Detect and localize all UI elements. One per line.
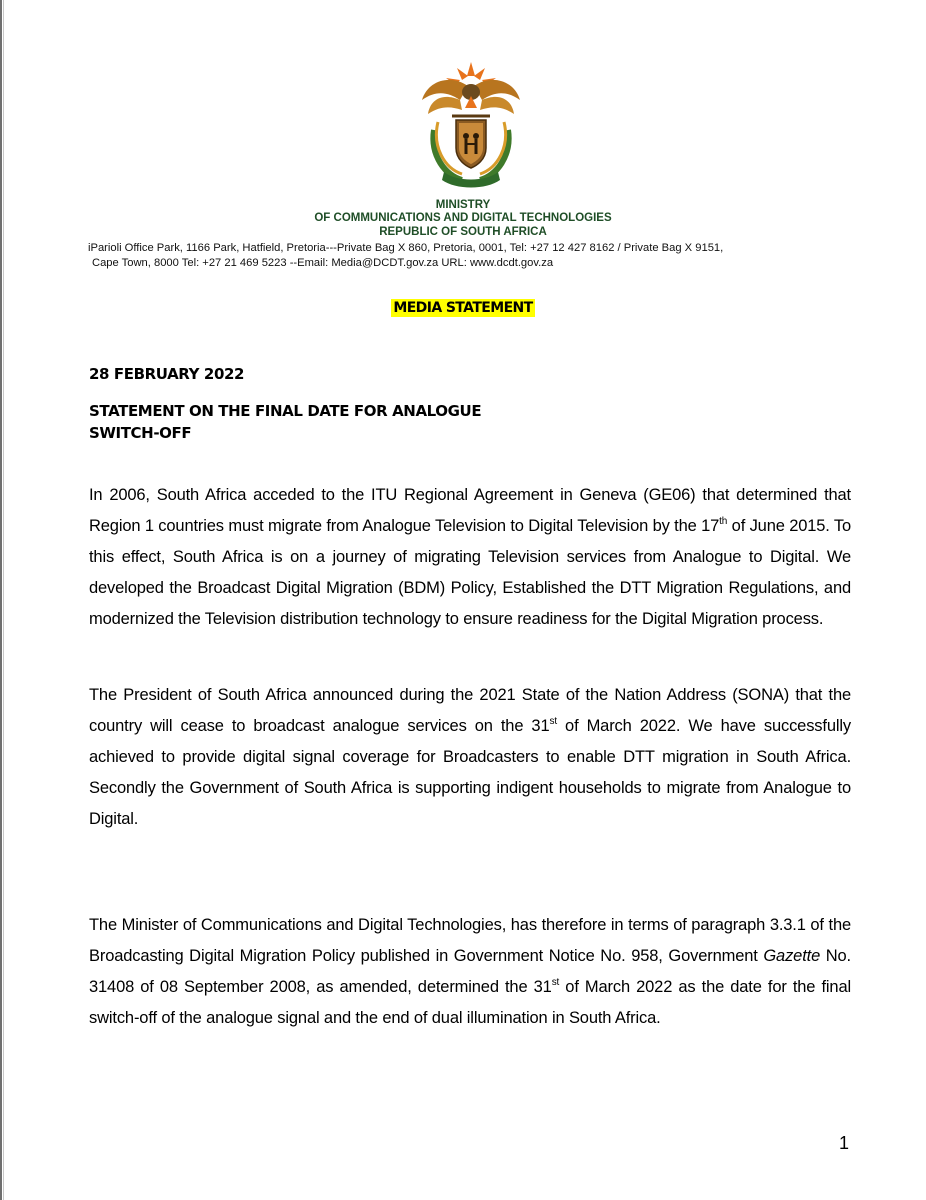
paragraph-1-text-b: of June 2015. To this effect, South Africa is on a journey of migrating Television services from Analogue to Digital. We developed the Broadcast Digital Migration (BDM) Policy, Established the DTT Migration Regulations, and modernized the Television distribution technology to ensure readiness for the Digital Migration process. [89, 517, 852, 628]
paragraph-2-text-a: The President of South Africa announced during the 2021 State of the Nation Address (SONA) that the country will cease to broadcast analogue services on the 31 [89, 686, 851, 735]
statement-title-line-1: STATEMENT ON THE FINAL DATE FOR ANALOGUE [89, 402, 482, 420]
statement-date: 28 FEBRUARY 2022 [89, 365, 245, 383]
statement-title-line-2: SWITCH-OFF [89, 424, 192, 442]
paragraph-3-superscript: st [551, 977, 560, 988]
page-left-edge-shadow [3, 0, 4, 1200]
paragraph-1-text-a: In 2006, South Africa acceded to the ITU Regional Agreement in Geneva (GE06) that determined that Region 1 countries must migrate from Analogue Television to Digital Television by the 17 [89, 486, 851, 535]
body-paragraph-1 [89, 480, 851, 635]
letterhead-address-line-2: Cape Town, 8000 Tel: +27 21 469 5223 --Email: Media@DCDT.gov.za URL: www.dcdt.gov.za [92, 257, 554, 269]
media-statement-label-row [0, 299, 926, 317]
page-left-edge [0, 0, 2, 1200]
paragraph-3-italic: Gazette [763, 947, 821, 965]
body-paragraph-2 [89, 680, 851, 835]
paragraph-2-text-b: of March 2022. We have successfully achieved to provide digital signal coverage for Broadcasters to enable DTT migration in South Africa. Secondly the Government of South Africa is supporting indigent households to migrate from Analogue to Digital. [89, 717, 851, 828]
statement-title [89, 400, 481, 444]
paragraph-3-text-a: The Minister of Communications and Digital Technologies, has therefore in terms of paragraph 3.3.1 of the Broadcasting Digital Migration Policy published in Government Notice No. 958, Government [89, 916, 851, 965]
letterhead-country: REPUBLIC OF SOUTH AFRICA [379, 226, 547, 238]
paragraph-1-superscript: th [719, 516, 728, 527]
media-statement-label: MEDIA STATEMENT [393, 300, 533, 316]
letterhead-address-line-1: iParioli Office Park, 1166 Park, Hatfield, Pretoria---Private Bag X 860, Pretoria, 0001, Tel: +27 12 427 8162 / Private Bag X 9151, [88, 242, 724, 254]
coat-of-arms-emblem [416, 56, 526, 192]
paragraph-3-text-c: of March 2022 as the date for the final switch-off of the analogue signal and the end of dual illumination in South Africa. [89, 978, 851, 1027]
letterhead-ministry: MINISTRY [435, 199, 491, 211]
paragraph-2-superscript: st [549, 716, 557, 727]
page-number: 1 [838, 1133, 849, 1153]
body-paragraph-3 [89, 910, 851, 1034]
letterhead-department: OF COMMUNICATIONS AND DIGITAL TECHNOLOGIES [314, 212, 612, 224]
paragraph-3-text-b: No. 31408 of 08 September 2008, as amended, determined the 31 [89, 947, 851, 996]
